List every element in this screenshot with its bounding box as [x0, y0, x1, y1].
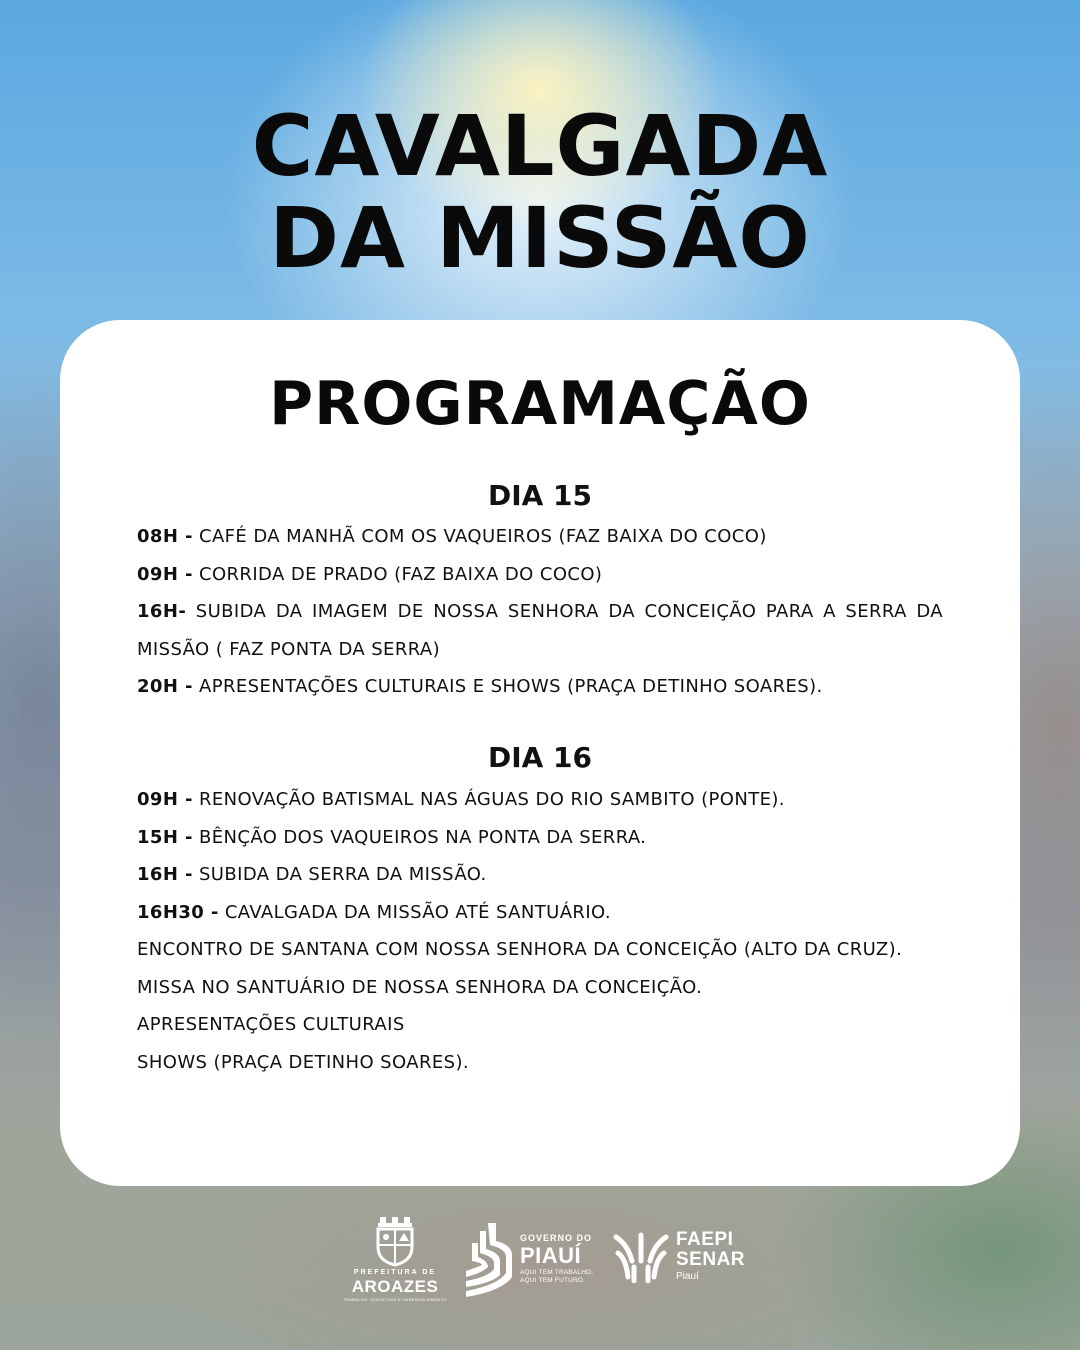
- faepi-line2: SENAR: [676, 1249, 746, 1270]
- program-card: [60, 320, 1020, 1186]
- sponsor-footer: [0, 1215, 1080, 1315]
- aroazes-small-text: PREFEITURA DE: [353, 1269, 437, 1276]
- piaui-stripes-icon: [462, 1221, 518, 1299]
- faepi-line1: FAEPI: [676, 1229, 734, 1250]
- day-16-heading: DIA 16: [487, 741, 593, 774]
- piaui-logo: [462, 1221, 602, 1306]
- list-item: 20H - APRESENTAÇÕES CULTURAIS E SHOWS (PRAÇA DETINHO SOARES).: [137, 676, 823, 697]
- aroazes-tagline: TRABALHO, JUVENTUDE E DESENVOLVIMENTO: [343, 1297, 447, 1302]
- coat-of-arms-icon: [372, 1215, 418, 1267]
- piaui-tagline-2: AQUI TEM FUTURO.: [520, 1277, 586, 1284]
- day-15-heading: DIA 15: [487, 479, 593, 512]
- day-16-list: [137, 781, 943, 1081]
- list-item: SHOWS (PRAÇA DETINHO SOARES).: [137, 1051, 469, 1073]
- list-item: 16H30 - CAVALGADA DA MISSÃO ATÉ SANTUÁRIO.: [137, 901, 611, 923]
- list-item: 09H - CORRIDA DE PRADO (FAZ BAIXA DO COCO): [137, 563, 603, 585]
- list-item: MISSA NO SANTUÁRIO DE NOSSA SENHORA DA CONCEIÇÃO.: [137, 976, 703, 998]
- piaui-tagline-1: AQUI TEM TRABALHO.: [520, 1269, 594, 1276]
- program-heading: PROGRAMAÇÃO: [269, 369, 811, 439]
- aroazes-logo: [340, 1215, 450, 1310]
- event-title: [0, 97, 1080, 287]
- list-item: ENCONTRO DE SANTANA COM NOSSA SENHORA DA CONCEIÇÃO (ALTO DA CRUZ).: [137, 939, 903, 960]
- list-item: 15H - BÊNÇÃO DOS VAQUEIROS NA PONTA DA SERRA.: [137, 826, 647, 848]
- list-item: 08H - CAFÉ DA MANHÃ COM OS VAQUEIROS (FAZ BAIXA DO COCO): [137, 526, 767, 547]
- faepi-senar-logo: [612, 1229, 762, 1299]
- event-title-line1: CAVALGADA: [251, 97, 829, 195]
- piaui-name: PIAUÍ: [520, 1243, 582, 1268]
- faepi-wheat-icon: [612, 1231, 670, 1283]
- day-15-list: [137, 518, 943, 706]
- list-item: APRESENTAÇÕES CULTURAIS: [137, 1014, 405, 1035]
- faepi-line3: Piauí: [676, 1271, 699, 1282]
- aroazes-name: AROAZES: [351, 1277, 439, 1296]
- list-item: 16H- SUBIDA DA IMAGEM DE NOSSA SENHORA DA CONCEIÇÃO PARA A SERRA DA MISSÃO ( FAZ PONTA DA SERRA): [137, 601, 944, 660]
- list-item: 16H - SUBIDA DA SERRA DA MISSÃO.: [137, 864, 487, 885]
- piaui-small-text: GOVERNO DO: [520, 1233, 593, 1243]
- event-title-line2: DA MISSÃO: [269, 189, 811, 287]
- list-item: 09H - RENOVAÇÃO BATISMAL NAS ÁGUAS DO RIO SAMBITO (PONTE).: [137, 789, 785, 810]
